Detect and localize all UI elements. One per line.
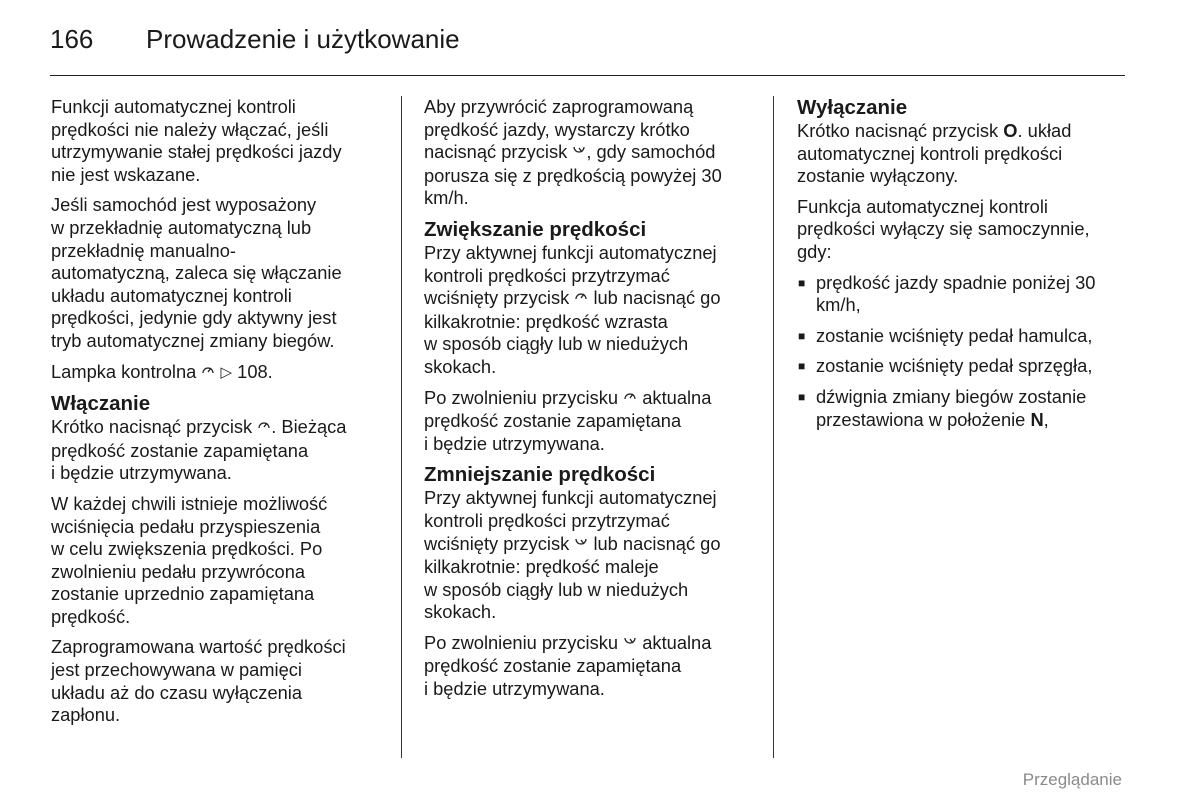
set-button-icon	[623, 388, 637, 411]
heading-increase: Zwiększanie prędkości	[424, 217, 647, 241]
heading-decrease: Zmniejszanie prędkości	[424, 463, 656, 487]
paragraph-auto-off: Funkcja automatycznej kontroli prędkości wyłączy się samoczynnie, gdy:	[797, 195, 1090, 262]
page-number: 166	[50, 24, 94, 54]
resume-button-icon	[574, 534, 588, 557]
paragraph-increase: Przy aktywnej funkcji automatycznej kontroli prędkości przytrzymać wciśnięty przycisk lub nacisnąć go kilkakrotnie: prędkość wzrasta w sposób ciągły lub w niedużych skokach.	[424, 241, 721, 377]
list-item: ■ zostanie wciśnięty pedał hamulca,	[797, 325, 1127, 348]
set-button-icon	[257, 417, 271, 440]
header-rule	[50, 75, 1125, 76]
footer-label: Przeglądanie	[1022, 770, 1122, 789]
page-title: Prowadzenie i użytkowanie	[146, 24, 460, 54]
cruise-control-icon	[201, 362, 215, 385]
page-reference-icon: ▷	[220, 363, 233, 381]
paragraph-decrease-release: Po zwolnieniu przycisku aktualna prędkość zostanie zapamiętana i będzie utrzymywana.	[424, 631, 712, 700]
list-item: ■ dźwignia zmiany biegów zostanie przestawiona w położenie N,	[797, 386, 1127, 431]
column-1	[51, 96, 381, 735]
column-2	[424, 96, 754, 709]
heading-on: Włączanie	[51, 392, 151, 416]
paragraph-indicator: Lampka kontrolna ▷ 108.	[51, 361, 381, 385]
set-button-icon	[574, 288, 588, 311]
column-divider-2	[773, 96, 774, 758]
column-3	[797, 96, 1127, 439]
paragraph-on: Krótko nacisnąć przycisk . Bieżąca prędkość zostanie zapamiętana i będzie utrzymywana.	[51, 416, 347, 484]
page-header	[50, 24, 460, 55]
paragraph-decrease: Przy aktywnej funkcji automatycznej kontroli prędkości przytrzymać wciśnięty przycisk lub nacisnąć go kilkakrotnie: prędkość maleje w sposób ciągły lub w niedużych skokach.	[424, 487, 721, 623]
list-item: ■ zostanie wciśnięty pedał sprzęgła,	[797, 355, 1127, 378]
column-divider-1	[401, 96, 402, 758]
resume-button-icon	[623, 633, 637, 656]
paragraph-accelerator: W każdej chwili istnieje możliwość wciśnięcia pedału przyspieszenia w celu zwiększenia prędkości. Po zwolnieniu pedału przywrócona zostanie uprzednio zapamiętana prędkość.	[51, 492, 328, 627]
paragraph-gearbox: Jeśli samochód jest wyposażony w przekładnię automatyczną lub przekładnię manualno- automatyczną, zaleca się włączanie układu automatycznej kontroli prędkości, jedynie gdy aktywny jest tryb automatycznej zmiany biegów.	[51, 194, 342, 351]
paragraph-increase-release: Po zwolnieniu przycisku aktualna prędkość zostanie zapamiętana i będzie utrzymywana.	[424, 386, 712, 454]
paragraph-intro: Funkcji automatycznej kontroli prędkości nie należy włączać, jeśli utrzymywanie stałej prędkości jazdy nie jest wskazane.	[51, 96, 342, 185]
paragraph-memory: Zaprogramowana wartość prędkości jest przechowywana w pamięci układu aż do czasu wyłączenia zapłonu.	[51, 636, 346, 726]
auto-off-list	[797, 272, 1127, 432]
resume-button-icon	[572, 142, 586, 165]
paragraph-resume: Aby przywrócić zaprogramowaną prędkość jazdy, wystarczy krótko nacisnąć przycisk , gdy samochód porusza się z prędkością powyżej 30 km/h.	[424, 96, 722, 209]
heading-off: Wyłączanie	[797, 96, 908, 119]
off-button-icon: O	[1003, 120, 1018, 141]
list-item: ■ prędkość jazdy spadnie poniżej 30 km/h,	[797, 272, 1127, 317]
paragraph-off: Krótko nacisnąć przycisk O. układ automatycznej kontroli prędkości zostanie wyłączony.	[797, 120, 1072, 187]
